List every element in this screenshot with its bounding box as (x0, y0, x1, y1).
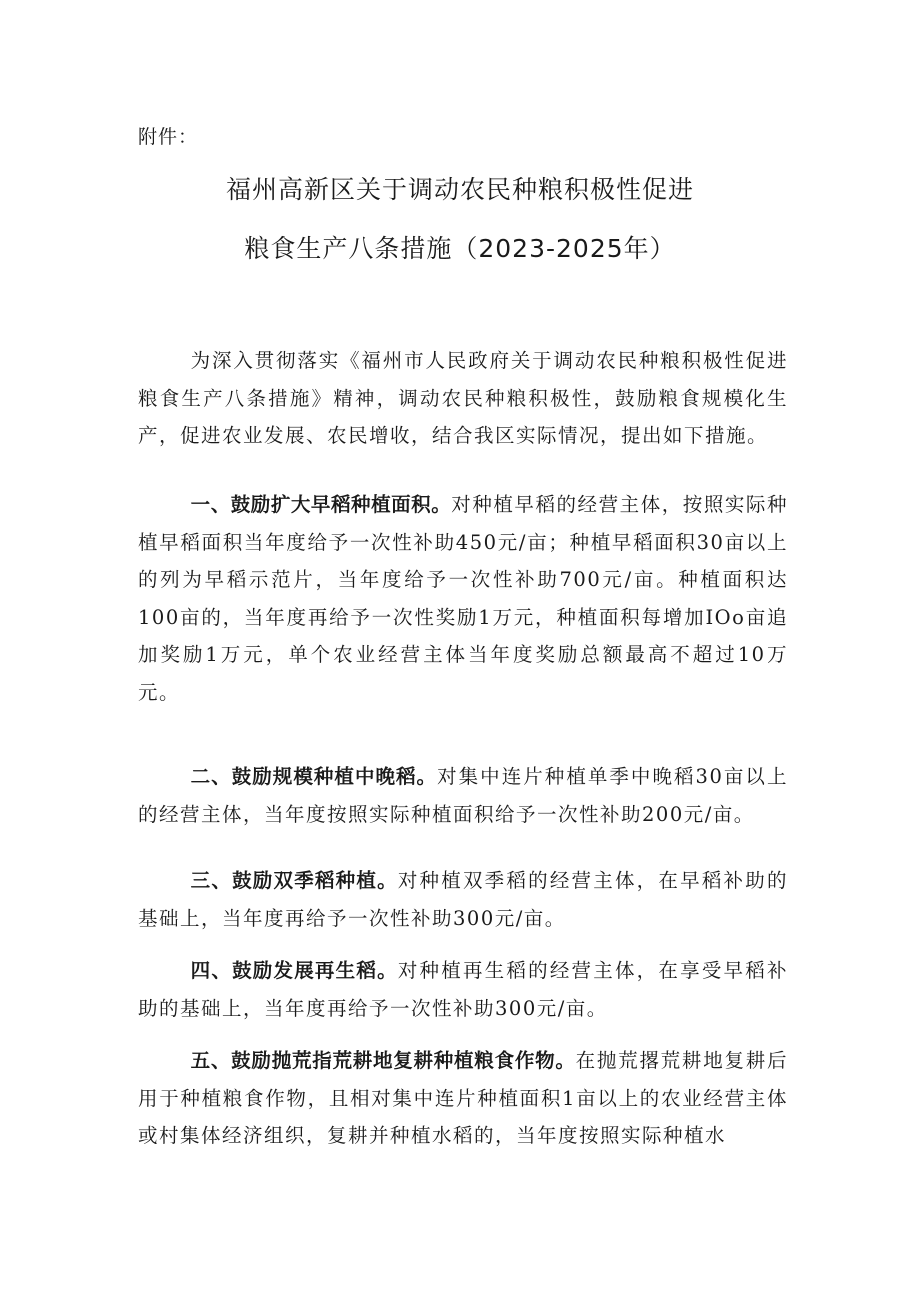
measure-text-5: 在抛荒撂荒耕地复耕后用于种植粮食作物，且相对集中连片种植面积1亩以上的农业经营主体或村集体经济组织，复耕并种植水稻的，当年度按照实际种植水 (138, 1049, 788, 1147)
document-title-line-2: 粮食生产八条措施（2023-2025年） (244, 234, 676, 263)
measure-paragraph-5 (138, 1042, 788, 1155)
measure-heading-3: 三、鼓励双季稻种植。 (190, 869, 398, 892)
measure-paragraph-4 (138, 952, 788, 1027)
measure-heading-4: 四、鼓励发展再生稻。 (190, 959, 398, 982)
measure-heading-5: 五、鼓励抛荒指荒耕地复耕种植粮食作物。 (190, 1049, 576, 1072)
document-title-line-1: 福州高新区关于调动农民种粮积极性促进 (225, 175, 694, 204)
measure-heading-1: 一、鼓励扩大早稻种植面积。 (190, 493, 452, 516)
measure-text-4: 对种植再生稻的经营主体，在享受早稻补助的基础上，当年度再给予一次性补助300元/亩。 (138, 959, 788, 1020)
measure-heading-2: 二、鼓励规模种植中晚稻。 (190, 765, 438, 788)
measure-paragraph-1 (138, 486, 788, 711)
measure-paragraph-3 (138, 862, 788, 937)
intro-paragraph: 为深入贯彻落实《福州市人民政府关于调动农民种粮积极性促进粮食生产八条措施》精神，调动农民种粮积极性，鼓励粮食规模化生产，促进农业发展、农民增收，结合我区实际情况，提出如下措施。 (138, 349, 788, 447)
attachment-label: 附件： (138, 126, 199, 148)
measure-paragraph-2 (138, 758, 788, 833)
measure-text-1: 对种植早稻的经营主体，按照实际种植早稻面积当年度给予一次性补助450元/亩；种植早稻面积30亩以上的列为早稻示范片，当年度给予一次性补助700元/亩。种植面积达100亩的，当年度再给予一次性奖励1万元，种植面积每增加IOo亩追加奖励1万元，单个农业经营主体当年度奖励总额最高不超过10万元。 (138, 493, 788, 704)
measure-text-2: 对集中连片种植单季中晚稻30亩以上的经营主体，当年度按照实际种植面积给予一次性补助200元/亩。 (138, 765, 788, 826)
measure-text-3: 对种植双季稻的经营主体，在早稻补助的基础上，当年度再给予一次性补助300元/亩。 (138, 869, 788, 930)
